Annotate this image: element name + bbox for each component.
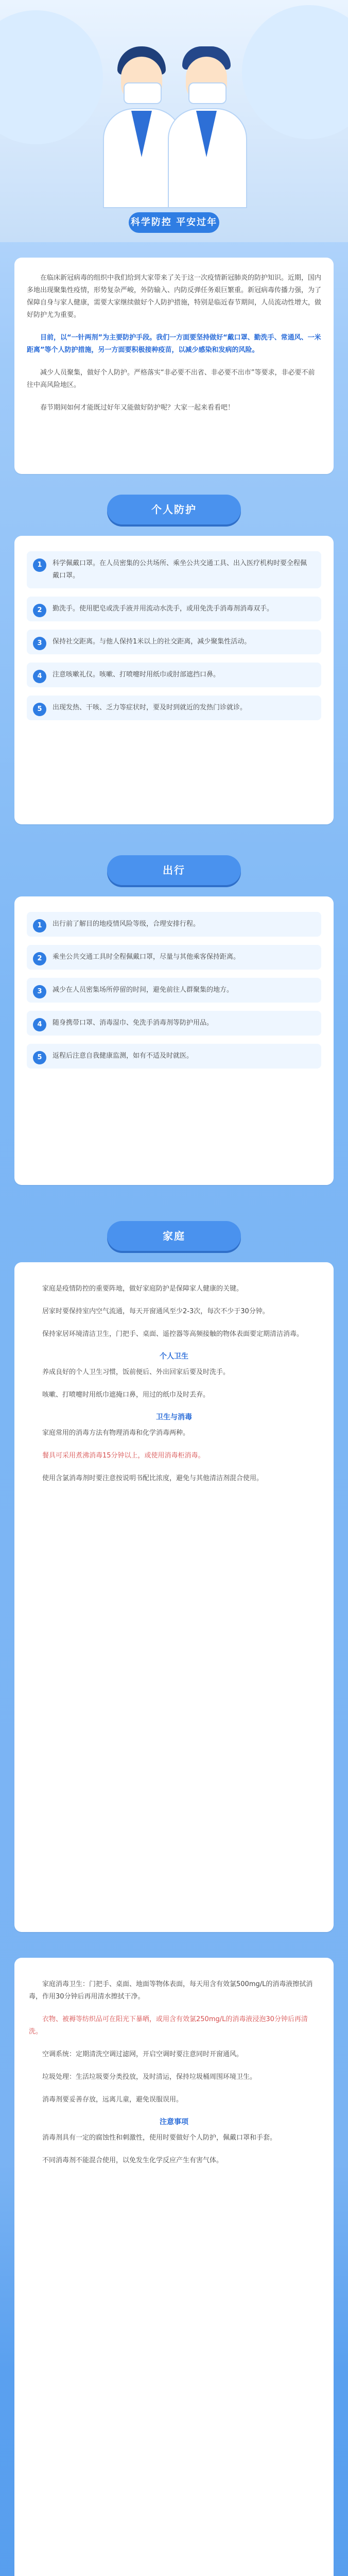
subheading: 卫生与消毒 — [156, 1413, 192, 1421]
disinfection-paragraph: 不同消毒剂不能混合使用，以免发生化学反应产生有害气体。 — [42, 2157, 223, 2164]
home-card — [14, 1262, 334, 1932]
disinfection-paragraph: 垃圾处理：生活垃圾要分类投放，及时清运，保持垃圾桶周围环境卫生。 — [42, 2073, 257, 2081]
home-paragraph: 居家时要保持室内空气流通，每天开窗通风至少2-3次，每次不少于30分钟。 — [42, 1308, 269, 1315]
travel-card — [14, 896, 334, 1185]
tab-travel: 出行 — [107, 855, 241, 885]
home-paragraph: 使用含氯消毒剂时要注意按说明书配比浓度，避免与其他清洁剂混合使用。 — [42, 1475, 264, 1482]
list-item: 3 减少在人员密集场所停留的时间，避免前往人群聚集的地方。 — [27, 978, 321, 1003]
disinfection-paragraph: 家庭消毒卫生：门把手、桌面、地面等物体表面，每天用含有效氯500mg/L的消毒液擦拭消毒，作用30分钟后再用清水擦拭干净。 — [29, 1980, 313, 2001]
doctor-illustration-right — [168, 36, 245, 206]
subheading: 个人卫生 — [160, 1352, 188, 1361]
home-paragraph: 保持家居环境清洁卫生，门把手、桌面、遥控器等高频接触的物体表面要定期清洁消毒。 — [42, 1330, 304, 1338]
disinfection-paragraph: 衣物、被褥等纺织品可在阳光下暴晒，或用含有效氯250mg/L的消毒液浸泡30分钟后再清洗。 — [29, 2015, 308, 2036]
decor-circle — [0, 10, 103, 144]
hero-badge: 科学防控 平安过年 — [129, 212, 219, 233]
home-paragraph: 养成良好的个人卫生习惯，饭前便后、外出回家后要及时洗手。 — [42, 1368, 230, 1376]
intro-paragraph: 在临床新冠病毒的组织中我们给到大家带来了关于这一次疫情新冠肺炎的防护知识。近期，国内多地出现聚集性疫情，形势复杂严峻，外防输入、内防反弹任务艰巨繁重。新冠病毒传播力强，为了保障自身与家人健康，需要大家继续做好个人防护措施，特别是临近春节期间，人员流动性增大，做好防护尤为重要。 — [27, 274, 322, 319]
hero-banner — [0, 0, 348, 242]
list-item: 5 出现发热、干咳、乏力等症状时，要及时到就近的发热门诊就诊。 — [27, 696, 321, 720]
personal-protection-card — [14, 536, 334, 824]
list-item: 5 返程后注意自我健康监测，如有不适及时就医。 — [27, 1044, 321, 1069]
home-paragraph: 家庭是疫情防控的重要阵地，做好家庭防护是保障家人健康的关键。 — [42, 1285, 243, 1293]
list-item: 1 出行前了解目的地疫情风险等级，合理安排行程。 — [27, 912, 321, 937]
disinfection-paragraph: 消毒剂要妥善存放，远离儿童，避免误服误用。 — [42, 2096, 183, 2104]
intro-card — [14, 258, 334, 474]
subheading: 注意事项 — [160, 2118, 188, 2126]
list-item: 4 注意咳嗽礼仪。咳嗽、打喷嚏时用纸巾或肘部遮挡口鼻。 — [27, 663, 321, 687]
decor-circle — [242, 5, 348, 139]
list-item: 2 勤洗手。使用肥皂或洗手液并用流动水洗手，或用免洗手消毒剂消毒双手。 — [27, 597, 321, 621]
disinfection-paragraph: 空调系统：定期清洗空调过滤网，开启空调时要注意同时开窗通风。 — [42, 2050, 243, 2058]
disinfection-card — [14, 1958, 334, 2576]
list-item: 4 随身携带口罩、消毒湿巾、免洗手消毒剂等防护用品。 — [27, 1011, 321, 1036]
disinfection-paragraph: 消毒剂具有一定的腐蚀性和刺激性，使用时要做好个人防护，佩戴口罩和手套。 — [42, 2134, 277, 2142]
intro-paragraph: 目前，以“一针两剂”为主要防护手段。我们一方面要坚持做好“戴口罩、勤洗手、常通风、一米距离”等个人防护措施，另一方面要积极接种疫苗，以减少感染和发病的风险。 — [27, 334, 321, 354]
home-paragraph: 咳嗽、打喷嚏时用纸巾遮掩口鼻，用过的纸巾及时丢弃。 — [42, 1391, 210, 1399]
tab-home: 家庭 — [107, 1221, 241, 1251]
home-paragraph: 家庭常用的消毒方法有物理消毒和化学消毒两种。 — [42, 1429, 190, 1437]
tab-personal-protection: 个人防护 — [107, 495, 241, 524]
list-item: 3 保持社交距离。与他人保持1米以上的社交距离，减少聚集性活动。 — [27, 630, 321, 654]
home-paragraph: 餐具可采用煮沸消毒15分钟以上，或使用消毒柜消毒。 — [42, 1452, 205, 1460]
intro-paragraph: 春节期间如何才能既过好年又能做好防护呢？大家一起来看看吧！ — [40, 404, 235, 412]
list-item: 1 科学佩戴口罩。在人员密集的公共场所、乘坐公共交通工具、出入医疗机构时要全程佩戴口罩。 — [27, 551, 321, 588]
intro-paragraph: 减少人员聚集，做好个人防护。严格落实“非必要不出省、非必要不出市”等要求，非必要不前往中高风险地区。 — [27, 369, 315, 389]
list-item: 2 乘坐公共交通工具时全程佩戴口罩，尽量与其他乘客保持距离。 — [27, 945, 321, 970]
